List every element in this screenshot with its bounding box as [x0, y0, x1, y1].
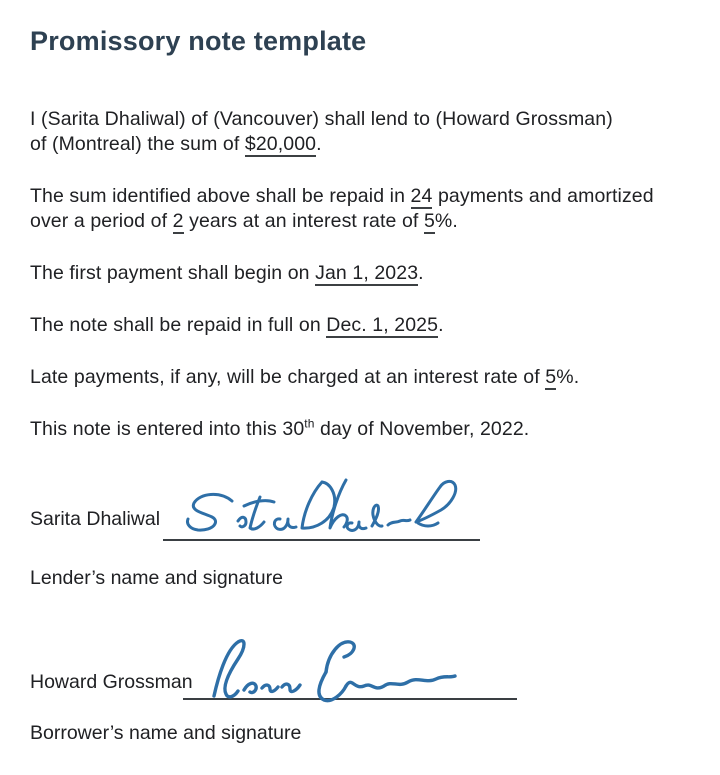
loan-parties-line1: I (Sarita Dhaliwal) of (Vancouver) shall lend to (Howard Grossman) — [30, 108, 613, 130]
paragraph-full-repayment — [30, 313, 690, 338]
interest-rate-value[interactable]: 5 — [423, 210, 435, 232]
borrower-handwritten-signature-icon — [178, 634, 478, 706]
full-repayment-date-value[interactable]: Dec. 1, 2025 — [326, 314, 439, 336]
lender-signature-row — [30, 477, 690, 541]
first-payment-pre: The first payment shall begin on — [30, 262, 316, 284]
borrower-signature-line[interactable] — [183, 698, 517, 700]
repayment-pre: The sum identified above shall be repaid in — [30, 185, 411, 207]
page-title: Promissory note template — [30, 26, 367, 56]
borrower-signature-row — [30, 640, 690, 700]
repayment-post: %. — [434, 210, 458, 232]
period-years-value[interactable]: 2 — [172, 210, 184, 232]
full-repayment-post: . — [438, 314, 444, 336]
late-payments-post: %. — [556, 366, 580, 388]
execution-date-post: day of November, 2022. — [314, 418, 530, 440]
loan-amount-value[interactable]: $20,000 — [244, 133, 317, 155]
repayment-mid2: over a period of — [30, 210, 173, 232]
borrower-caption: Borrower’s name and signature — [30, 722, 302, 744]
loan-sum-pre: of (Montreal) the sum of — [30, 133, 245, 155]
first-payment-date-value[interactable]: Jan 1, 2023 — [315, 262, 419, 284]
borrower-name-label: Howard Grossman — [30, 671, 193, 693]
payments-count-value[interactable]: 24 — [410, 185, 433, 207]
loan-sum-post: . — [316, 133, 322, 155]
late-payments-pre: Late payments, if any, will be charged at an interest rate of — [30, 366, 546, 388]
paragraph-late-payments — [30, 365, 690, 390]
repayment-mid1: payments and amortized — [432, 185, 654, 207]
lender-caption: Lender’s name and signature — [30, 567, 283, 589]
late-interest-rate-value[interactable]: 5 — [545, 366, 557, 388]
execution-date-pre: This note is entered into this 30 — [30, 418, 305, 440]
lender-handwritten-signature-icon — [160, 477, 480, 547]
paragraph-repayment-terms — [30, 184, 690, 234]
paragraph-execution-date — [30, 417, 690, 442]
ordinal-suffix: th — [304, 416, 315, 431]
first-payment-post: . — [418, 262, 424, 284]
lender-signature-line[interactable] — [163, 539, 480, 541]
paragraph-loan-parties — [30, 107, 690, 157]
lender-name-label: Sarita Dhaliwal — [30, 508, 161, 530]
full-repayment-pre: The note shall be repaid in full on — [30, 314, 327, 336]
repayment-mid3: years at an interest rate of — [183, 210, 424, 232]
paragraph-first-payment — [30, 261, 690, 286]
